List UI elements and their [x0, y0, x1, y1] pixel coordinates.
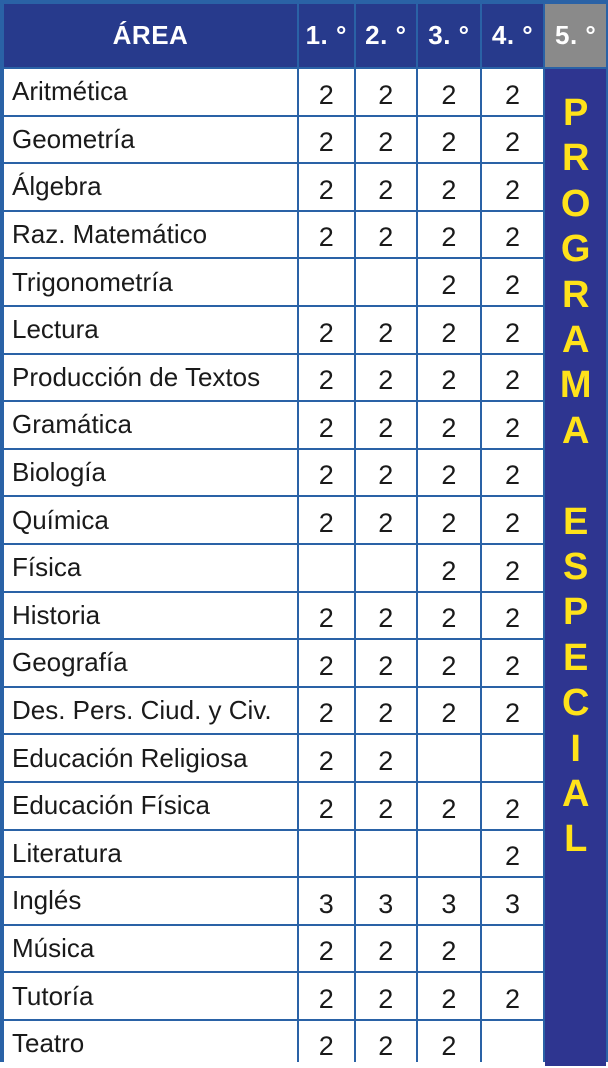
hours-grade-1: 2: [299, 212, 354, 258]
area-name: Biología: [4, 450, 297, 496]
hours-grade-3: 3: [418, 878, 480, 924]
area-name: Gramática: [4, 402, 297, 448]
hours-grade-3: 2: [418, 973, 480, 1019]
vertical-letter: A: [561, 409, 590, 452]
hours-grade-2: 2: [356, 497, 417, 543]
hours-grade-1: 2: [299, 450, 354, 496]
hours-grade-2: 2: [356, 688, 417, 734]
area-name: Geografía: [4, 640, 297, 686]
vertical-letter: R: [561, 137, 590, 180]
hours-grade-1: 2: [299, 1021, 354, 1067]
area-name: Inglés: [4, 878, 297, 924]
hours-grade-4: 2: [482, 973, 544, 1019]
special-word-especial: [545, 500, 606, 863]
vertical-letter: L: [564, 818, 588, 861]
vertical-letter: E: [562, 500, 589, 543]
area-name: Literatura: [4, 831, 297, 877]
table-row: [4, 878, 606, 924]
table-row: [4, 164, 606, 210]
area-name: Geometría: [4, 117, 297, 163]
table-row: [4, 355, 606, 401]
table-row: [4, 450, 606, 496]
area-name: Física: [4, 545, 297, 591]
hours-grade-2: 2: [356, 735, 417, 781]
vertical-letter: C: [561, 682, 590, 725]
hours-grade-2: 2: [356, 355, 417, 401]
hours-grade-2: 2: [356, 926, 417, 972]
table-row: [4, 593, 606, 639]
vertical-letter: P: [562, 92, 589, 134]
hours-grade-2: 2: [356, 69, 417, 115]
hours-grade-3: 2: [418, 164, 480, 210]
area-name: Lectura: [4, 307, 297, 353]
vertical-letter: A: [561, 773, 590, 816]
hours-grade-3: 2: [418, 688, 480, 734]
area-name: Música: [4, 926, 297, 972]
hours-grade-2: 2: [356, 593, 417, 639]
area-name: Teatro: [4, 1021, 297, 1067]
hours-grade-4: 2: [482, 640, 544, 686]
area-name: Producción de Textos: [4, 355, 297, 401]
hours-grade-3: 2: [418, 450, 480, 496]
hours-grade-4: 2: [482, 117, 544, 163]
hours-grade-4: 2: [482, 212, 544, 258]
hours-grade-1: 2: [299, 593, 354, 639]
table-row: [4, 735, 606, 781]
header-grade-3: 3. °: [418, 4, 480, 67]
vertical-letter: I: [570, 727, 581, 770]
hours-grade-2: 2: [356, 450, 417, 496]
hours-grade-1: 2: [299, 307, 354, 353]
area-name: Aritmética: [4, 69, 297, 115]
hours-grade-3: [418, 735, 480, 781]
table-row: [4, 831, 606, 877]
hours-grade-4: 2: [482, 783, 544, 829]
hours-grade-4: [482, 1021, 544, 1067]
hours-grade-4: [482, 926, 544, 972]
hours-grade-1: 2: [299, 926, 354, 972]
hours-grade-2: 2: [356, 307, 417, 353]
hours-grade-2: [356, 259, 417, 305]
area-name: Trigonometría: [4, 259, 297, 305]
table-body: [4, 69, 606, 1066]
area-name: Educación Religiosa: [4, 735, 297, 781]
hours-grade-3: 2: [418, 926, 480, 972]
table-row: [4, 402, 606, 448]
hours-grade-2: [356, 831, 417, 877]
hours-grade-1: 2: [299, 783, 354, 829]
table-row: [4, 688, 606, 734]
hours-grade-4: 2: [482, 164, 544, 210]
table-row: [4, 545, 606, 591]
table-row: [4, 1021, 606, 1067]
header-grade-4: 4. °: [482, 4, 544, 67]
hours-grade-2: 3: [356, 878, 417, 924]
table-row: [4, 973, 606, 1019]
hours-grade-1: 2: [299, 164, 354, 210]
hours-grade-4: 2: [482, 831, 544, 877]
hours-grade-2: 2: [356, 640, 417, 686]
area-name: Educación Física: [4, 783, 297, 829]
hours-grade-1: 2: [299, 355, 354, 401]
area-name: Tutoría: [4, 973, 297, 1019]
hours-grade-3: 2: [418, 402, 480, 448]
course-hours-table: [2, 2, 608, 1068]
hours-grade-2: 2: [356, 164, 417, 210]
hours-grade-4: 2: [482, 450, 544, 496]
hours-grade-4: 2: [482, 307, 544, 353]
hours-grade-1: 2: [299, 69, 354, 115]
hours-grade-4: 2: [482, 402, 544, 448]
hours-grade-3: 2: [418, 783, 480, 829]
hours-grade-4: 2: [482, 355, 544, 401]
header-grade-1: 1. °: [299, 4, 354, 67]
vertical-letter: O: [560, 182, 591, 225]
hours-grade-3: 2: [418, 117, 480, 163]
table-row: [4, 69, 606, 115]
hours-grade-4: 2: [482, 69, 544, 115]
hours-grade-1: [299, 259, 354, 305]
hours-grade-1: 2: [299, 973, 354, 1019]
area-name: Raz. Matemático: [4, 212, 297, 258]
table-row: [4, 307, 606, 353]
hours-grade-4: 3: [482, 878, 544, 924]
vertical-letter: R: [561, 273, 590, 316]
hours-grade-1: [299, 545, 354, 591]
vertical-letter: P: [562, 591, 589, 634]
hours-grade-3: 2: [418, 212, 480, 258]
vertical-letter: A: [561, 319, 590, 362]
vertical-letter: G: [560, 228, 591, 271]
header-grade-5: 5. °: [545, 4, 606, 67]
special-program-cell: [545, 69, 606, 1066]
hours-grade-3: 2: [418, 355, 480, 401]
hours-grade-3: 2: [418, 640, 480, 686]
hours-grade-3: 2: [418, 497, 480, 543]
hours-grade-1: 3: [299, 878, 354, 924]
hours-grade-1: 2: [299, 402, 354, 448]
header-area: ÁREA: [4, 4, 297, 67]
hours-grade-4: [482, 735, 544, 781]
hours-grade-2: 2: [356, 212, 417, 258]
table-row: [4, 497, 606, 543]
area-name: Química: [4, 497, 297, 543]
vertical-letter: S: [562, 546, 589, 589]
hours-grade-3: 2: [418, 259, 480, 305]
vertical-letter: M: [559, 364, 592, 407]
area-name: Des. Pers. Ciud. y Civ.: [4, 688, 297, 734]
area-name: Álgebra: [4, 164, 297, 210]
hours-grade-2: 2: [356, 402, 417, 448]
hours-grade-3: 2: [418, 593, 480, 639]
word-gap: [545, 454, 606, 499]
area-name: Historia: [4, 593, 297, 639]
hours-grade-1: 2: [299, 640, 354, 686]
table-row: [4, 212, 606, 258]
hours-grade-2: [356, 545, 417, 591]
hours-grade-2: 2: [356, 1021, 417, 1067]
hours-grade-3: 2: [418, 307, 480, 353]
hours-grade-4: 2: [482, 593, 544, 639]
hours-grade-3: [418, 831, 480, 877]
table-row: [4, 926, 606, 972]
table-row: [4, 117, 606, 163]
table-row: [4, 259, 606, 305]
hours-grade-3: 2: [418, 69, 480, 115]
table-row: [4, 640, 606, 686]
hours-grade-1: 2: [299, 688, 354, 734]
header-grade-2: 2. °: [356, 4, 417, 67]
hours-grade-4: 2: [482, 688, 544, 734]
vertical-letter: E: [562, 636, 589, 679]
header-row: [4, 4, 606, 67]
hours-grade-2: 2: [356, 117, 417, 163]
hours-grade-3: 2: [418, 545, 480, 591]
hours-grade-2: 2: [356, 973, 417, 1019]
hours-grade-1: 2: [299, 497, 354, 543]
hours-grade-1: [299, 831, 354, 877]
table-row: [4, 783, 606, 829]
hours-grade-4: 2: [482, 497, 544, 543]
hours-grade-4: 2: [482, 545, 544, 591]
hours-grade-4: 2: [482, 259, 544, 305]
hours-grade-3: 2: [418, 1021, 480, 1067]
special-word-programa: [545, 91, 606, 454]
hours-grade-1: 2: [299, 735, 354, 781]
hours-grade-2: 2: [356, 783, 417, 829]
hours-grade-1: 2: [299, 117, 354, 163]
